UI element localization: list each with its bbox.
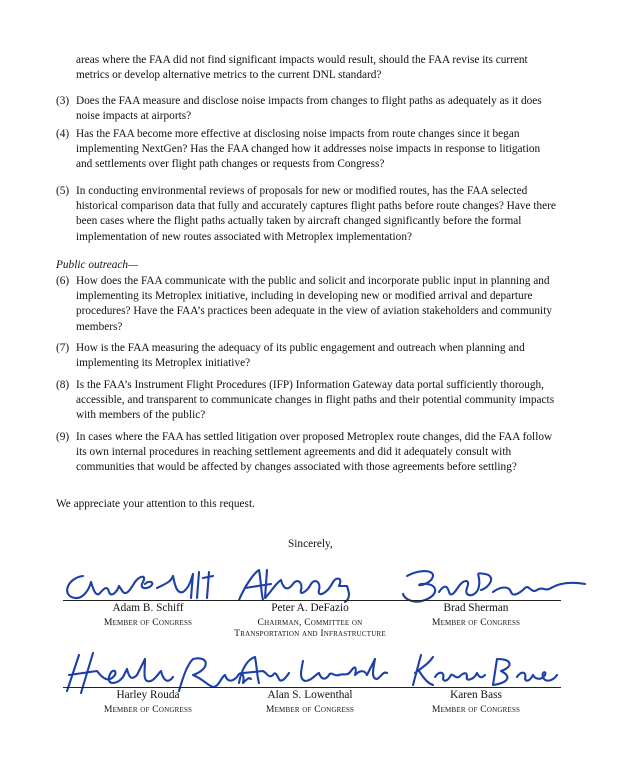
section-heading-public-outreach: Public outreach— (56, 259, 139, 271)
question-number: (4) (56, 128, 70, 140)
continuation-paragraph: areas where the FAA did not find significant impacts would result, should the FAA revise its current metrics or develop alternative metrics to the current DNL standard? (76, 54, 528, 82)
question-text: Has the FAA become more effective at disclosing noise impacts from route changes since it began implementing NextGen? Has the FAA changed how it addresses noise impacts in response to litigation and settlements over flight path changes or requests from Congress? (76, 128, 541, 171)
closing-line: We appreciate your attention to this request. (56, 498, 255, 510)
signatory-name: Harley Rouda (116, 689, 180, 701)
signature-line (63, 687, 233, 688)
signatory-name: Peter A. DeFazio (271, 602, 349, 614)
signatory-name: Brad Sherman (443, 602, 509, 614)
signatory-name: Karen Bass (450, 689, 502, 701)
question-5 (56, 184, 556, 245)
question-7 (56, 341, 556, 371)
question-text: In cases where the FAA has settled litigation over proposed Metroplex route changes, did the FAA follow its own internal procedures in reaching settlement agreements and did it adequately consult with communities that would be affected by changes associated with those agreements before settling? (76, 431, 553, 474)
question-number: (3) (56, 95, 70, 107)
question-text: How does the FAA communicate with the public and solicit and incorporate public input in planning and implementing its Metroplex initiative, including in developing new or modified arrival and departure procedures? Have the FAA’s practices been adequate in the view of aviation stakeholders and community members? (76, 275, 552, 333)
question-8 (56, 378, 556, 424)
signatory-name: Adam B. Schiff (112, 602, 184, 614)
signature-line (225, 600, 395, 601)
signatory-title: Member of Congress (265, 704, 355, 715)
question-4 (56, 127, 556, 173)
question-number: (8) (56, 379, 70, 391)
sincerely-line: Sincerely, (288, 538, 333, 550)
signatory-name: Alan S. Lowenthal (267, 689, 353, 701)
question-text: How is the FAA measuring the adequacy of its public engagement and outreach when planning and implementing its Metroplex initiative? (76, 342, 525, 370)
signatory-title: Member of Congress (431, 704, 521, 715)
signatory-title: Member of Congress (431, 617, 521, 628)
question-9 (56, 430, 556, 476)
question-number: (5) (56, 185, 70, 197)
question-number: (7) (56, 342, 70, 354)
question-6 (56, 274, 556, 335)
question-3 (56, 94, 556, 124)
signature-line (225, 687, 395, 688)
signature-line (391, 687, 561, 688)
question-text: Is the FAA’s Instrument Flight Procedures (IFP) Information Gateway data portal sufficiently thorough, accessible, and transparent to communicate changes in flight paths and their potential community impacts with members of the public? (76, 379, 555, 422)
question-number: (9) (56, 431, 70, 443)
signatory-title: Member of Congress (103, 617, 193, 628)
signature-line (391, 600, 561, 601)
signatory-title: Member of Congress (103, 704, 193, 715)
question-text: In conducting environmental reviews of proposals for new or modified routes, has the FAA selected historical comparison data that fully and accurately captures flight paths before route changes? Have there been cases where the flight paths actually taken by aircraft changed significantly before the formal implementation of new routes associated with Metroplex implementation? (76, 185, 556, 243)
signature-line (63, 600, 233, 601)
question-number: (6) (56, 275, 70, 287)
question-text: Does the FAA measure and disclose noise impacts from changes to flight paths as adequately as it does noise impacts at airports? (76, 95, 542, 123)
signatory-title: Chairman, Committee on Transportation and Infrastructure (234, 617, 386, 639)
